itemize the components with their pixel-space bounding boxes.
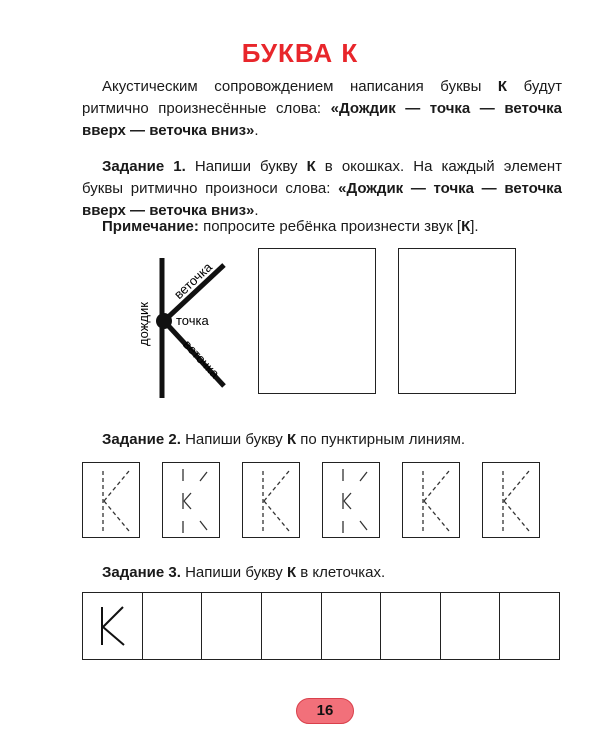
trace-box-3[interactable] [242, 462, 300, 538]
label-rain: дождик [136, 302, 151, 346]
cell-2[interactable] [143, 593, 203, 659]
note-end: ]. [470, 218, 479, 235]
note-text: попросите ребёнка произнести звук [ [198, 218, 462, 235]
letter-k-figure [118, 248, 248, 408]
task1-text-1: Напиши букву [185, 158, 307, 175]
task2-text-2: по пунктирным линиям. [296, 431, 466, 448]
trace-box-2[interactable] [162, 462, 220, 538]
task1-end: . [254, 202, 259, 219]
dot-mark [156, 313, 172, 329]
cell-5[interactable] [322, 593, 382, 659]
task2-letter: К [286, 431, 297, 448]
note-paragraph [82, 216, 562, 238]
page-title: БУКВА К [241, 38, 359, 68]
task3-letter: К [286, 564, 297, 581]
label-branch-down: веточка [180, 336, 223, 381]
cell-8[interactable] [500, 593, 559, 659]
task3-text-1: Напиши букву [180, 564, 287, 581]
dashed-k-4 [323, 463, 381, 539]
label-dot: точка [176, 313, 209, 328]
dashed-k-3 [243, 463, 301, 539]
task3-line [102, 563, 385, 583]
intro-text-1: Акустическим сопровождением написания буквы [102, 78, 498, 95]
trace-box-6[interactable] [482, 462, 540, 538]
task1-paragraph [82, 156, 562, 222]
page-number-badge: 16 [296, 698, 354, 724]
task1-words: «Дождик — точка — веточка вверх — веточка вниз» [82, 180, 562, 219]
sample-k-letter [83, 593, 142, 659]
intro-paragraph [82, 76, 562, 142]
cell-3[interactable] [202, 593, 262, 659]
note-letter: К [461, 218, 471, 235]
label-branch-up: веточка [170, 259, 215, 302]
task1-window-2[interactable] [398, 248, 516, 394]
dashed-k-2 [163, 463, 221, 539]
trace-box-5[interactable] [402, 462, 460, 538]
task1-letter: К [306, 158, 316, 175]
task2-line [102, 430, 465, 450]
task1-text-2: в окошках. На каждый элемент буквы ритмично произноси слова: [82, 158, 562, 197]
note-label: Примечание: [102, 218, 199, 235]
dashed-k-5 [403, 463, 461, 539]
task1-label: Задание 1. [102, 158, 186, 175]
task3-label: Задание 3. [102, 564, 181, 581]
task3-text-2: в клеточках. [296, 564, 386, 581]
trace-box-1[interactable] [82, 462, 140, 538]
trace-box-4[interactable] [322, 462, 380, 538]
intro-letter: К [497, 78, 508, 95]
cell-4[interactable] [262, 593, 322, 659]
task2-label: Задание 2. [102, 431, 181, 448]
cell-6[interactable] [381, 593, 441, 659]
dashed-k-6 [483, 463, 541, 539]
intro-text-2: будут ритмично произнесённые слова: [82, 78, 562, 117]
task1-window-1[interactable] [258, 248, 376, 394]
intro-words: «Дождик — точка — веточка вверх — веточка вниз» [82, 100, 563, 139]
cell-7[interactable] [441, 593, 501, 659]
intro-end: . [254, 122, 259, 139]
cell-1[interactable] [83, 593, 143, 659]
dashed-k-1 [83, 463, 141, 539]
cell-row [82, 592, 560, 660]
task2-text-1: Напиши букву [180, 431, 287, 448]
